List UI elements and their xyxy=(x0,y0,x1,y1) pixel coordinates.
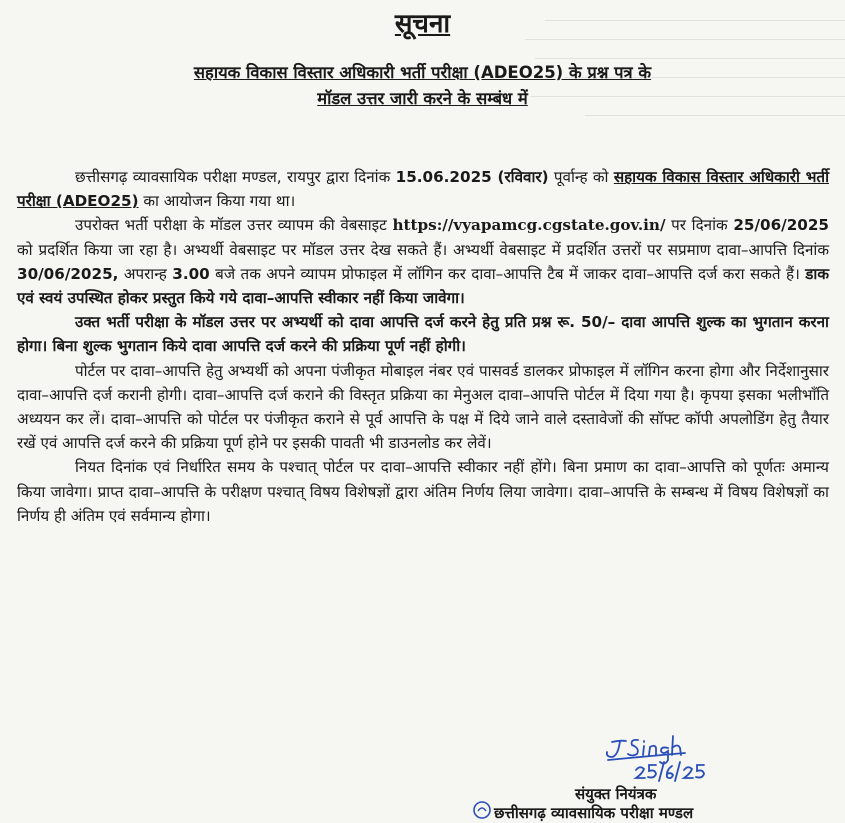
handwritten-signature xyxy=(560,726,720,786)
paragraph-1 xyxy=(17,165,829,213)
paragraph-4: पोर्टल पर दावा–आपत्ति हेतु अभ्यर्थी को अपना पंजीकृत मोबाइल नंबर एवं पासवर्ड डालकर प्रोफाइल में लॉगिन करना होगा और निर्देशानुसार दावा–आपत्ति दर्ज करानी होगी। दावा–आपत्ति दर्ज कराने की विस्तृत प्रक्रिया का मेनुअल दावा–आपत्ति पोर्टल में दिया गया है। कृपया इसका भलीभाँति अध्ययन कर लें। दावा–आपत्ति को पोर्टल पर पंजीकृत कराने से पूर्व आपत्ति के पक्ष में दिये जाने वाले दस्तावेजों की सॉफ्ट कॉपी अपलोडिंग हेतु तैयार रखें एवं आपत्ति दर्ज करने की प्रक्रिया पूर्ण होने पर इसकी पावती भी डाउनलोड कर लेवें। xyxy=(17,361,829,453)
signatory-designation: संयुक्त नियंत्रक xyxy=(575,785,657,803)
p1-text-b: पूर्वान्ह को xyxy=(548,168,614,186)
page-title: सूचना xyxy=(394,9,451,39)
notice-body xyxy=(17,165,829,528)
publish-date: 25/06/2025 xyxy=(733,216,829,235)
fee-notice: उक्त भर्ती परीक्षा के मॉडल उत्तर पर अभ्यर्थी को दावा आपत्ति दर्ज करने हेतु प्रति प्रश्न रू. 50/– दावा आपत्ति शुल्क का भुगतान करना होगा। बिना शुल्क भुगतान किये दावा आपत्ति दर्ज करने की प्रक्रिया पूर्ण नहीं होगी। xyxy=(17,313,829,356)
p1-text-a: छत्तीसगढ़ व्यावसायिक परीक्षा मण्डल, रायपुर द्वारा दिनांक xyxy=(75,168,396,186)
claim-deadline-date: 30/06/2025, xyxy=(17,264,119,283)
exam-date: 15.06.2025 (रविवार) xyxy=(395,168,549,186)
p2-text-d: अपरान्ह xyxy=(118,264,173,283)
p2-bold-warning: डाक एवं स्वयं उपस्थित होकर प्रस्तुत किये गये दावा–आपत्ति स्वीकार नहीं किया जावेगा। xyxy=(17,264,829,308)
p2-text-e: बजे तक अपने व्यापम प्रोफाइल में लॉगिन कर दावा–आपत्ति टैब में जाकर दावा–आपत्ति दर्ज करा सकते हैं। xyxy=(209,264,806,283)
signature-drawing xyxy=(560,726,720,786)
paragraph-3 xyxy=(17,310,829,358)
p2-text-a: उपरोक्त भर्ती परीक्षा के मॉडल उत्तर व्यापम की वेबसाइट xyxy=(75,216,393,235)
p2-text-b: पर दिनांक xyxy=(665,216,734,235)
website-link[interactable]: https://vyapamcg.cgstate.gov.in/ xyxy=(392,216,666,235)
seal-stamp-icon xyxy=(472,800,492,820)
subject-line-2: मॉडल उत्तर जारी करने के सम्बंध में xyxy=(317,89,528,108)
claim-deadline-time: 3.00 xyxy=(172,264,210,283)
exam-name: सहायक विकास विस्तार अधिकारी भर्ती परीक्षा (ADEO25) xyxy=(17,168,829,211)
paragraph-5: नियत दिनांक एवं निर्धारित समय के पश्चात् पोर्टल पर दावा–आपत्ति स्वीकार नहीं होंगे। बिना प्रमाण का दावा–आपत्ति को पूर्णतः अमान्य किया जावेगा। प्राप्त दावा–आपत्ति के परीक्षण पश्चात् विषय विशेषज्ञों द्वारा अंतिम निर्णय लिया जावेगा। दावा–आपत्ति के सम्बन्ध में विषय विशेषज्ञों का निर्णय ही अंतिम एवं सर्वमान्य होगा। xyxy=(17,458,829,525)
paragraph-2 xyxy=(17,213,829,310)
signatory-organization: छत्तीसगढ़ व्यावसायिक परीक्षा मण्डल xyxy=(494,804,694,822)
p1-text-c: का आयोजन किया गया था। xyxy=(138,192,296,211)
notice-subject xyxy=(60,60,785,112)
p2-text-c: को प्रदर्शित किया जा रहा है। अभ्यर्थी वेबसाइट पर मॉडल उत्तर देख सकते हैं। अभ्यर्थी वेबसाइट में प्रदर्शित उत्तरों पर सप्रमाण दावा–आपत्ति दिनांक xyxy=(17,240,829,259)
subject-line-1: सहायक विकास विस्तार अधिकारी भर्ती परीक्षा (ADEO25) के प्रश्न पत्र के xyxy=(193,63,652,82)
